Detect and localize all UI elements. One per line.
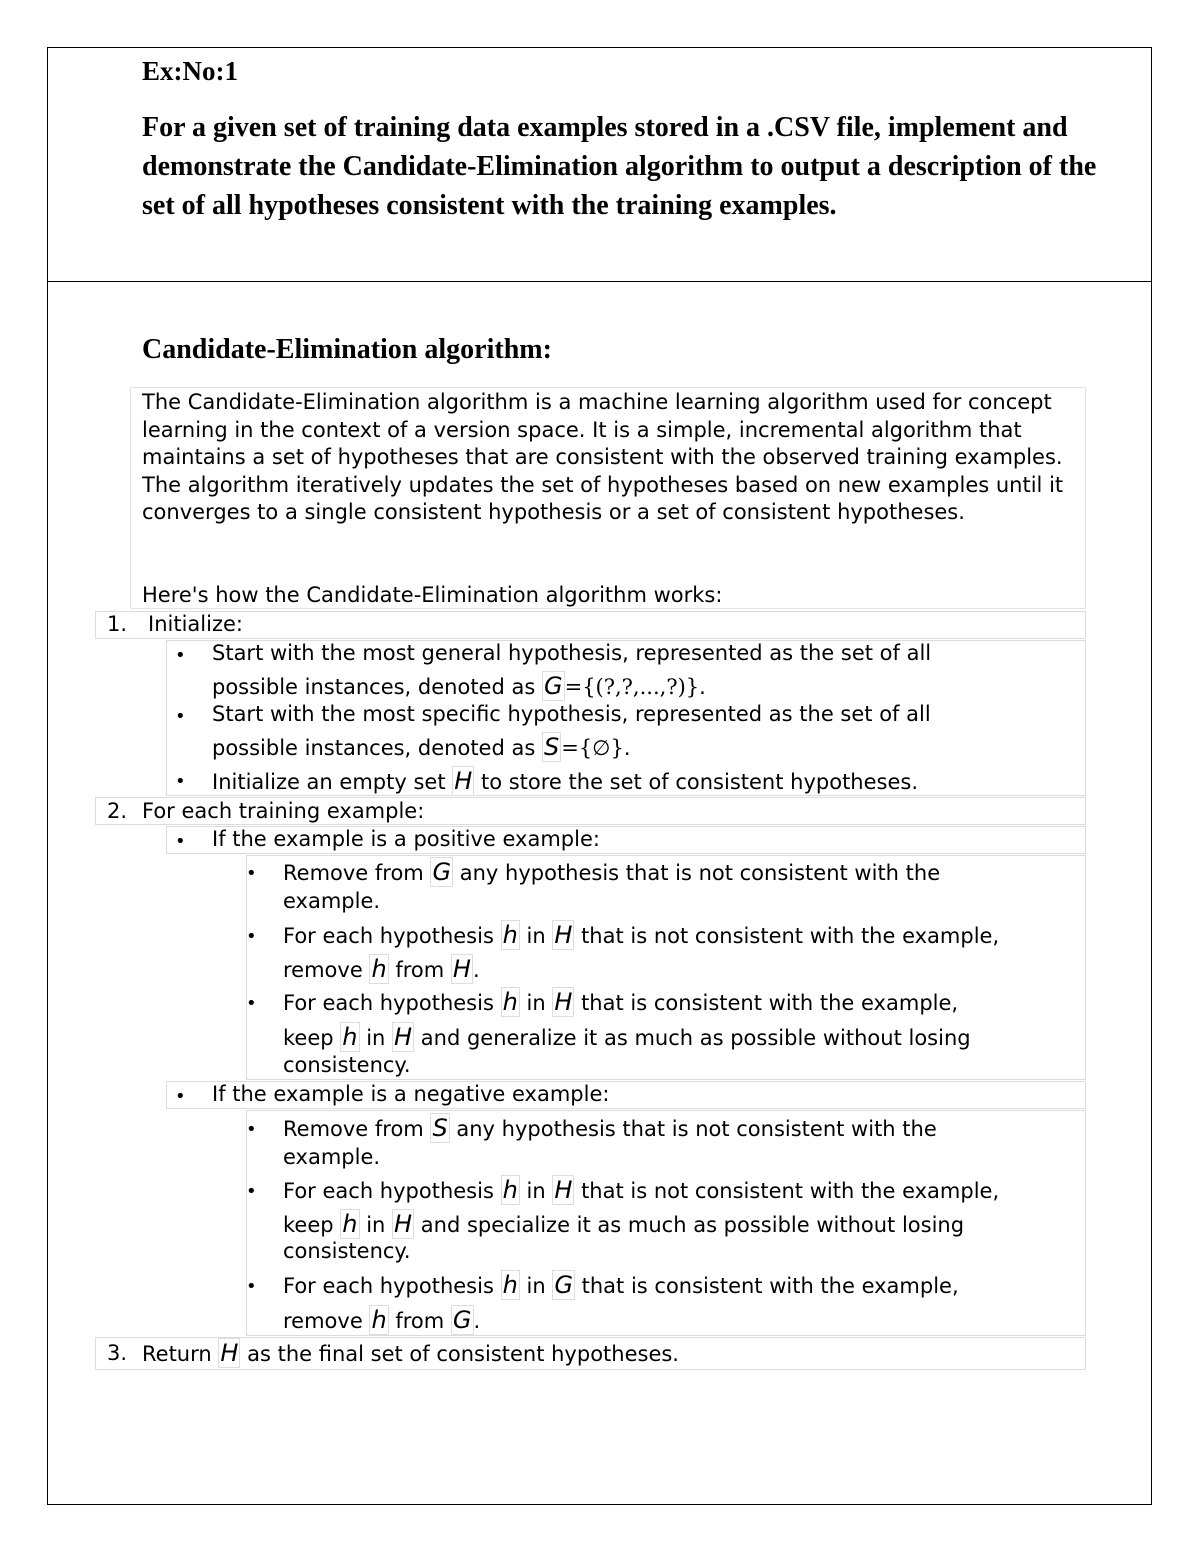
pos-rule-3-line-2 <box>283 1023 971 1051</box>
text: from <box>395 958 445 982</box>
text: in <box>526 1179 546 1203</box>
init-empty-text-a: Initialize an empty set <box>212 770 446 794</box>
text: any hypothesis that is not consistent with the <box>459 861 941 885</box>
math-var: G <box>554 1271 573 1299</box>
text: in <box>526 924 546 948</box>
math-general-set: ={(?,?,...,?)} <box>564 675 700 699</box>
step-3-number: 3. <box>107 1341 128 1365</box>
intro-paragraph: The Candidate-Elimination algorithm is a machine learning algorithm used for concept learning in the context of a version space. It is a simple, incremental algorithm that maintains a set of hypotheses that are consistent with the observed training examples. The algorithm iteratively updates the set of hypotheses based on new examples until it converges to a single consistent hypothesis or a set of consistent hypotheses. <box>142 390 1064 524</box>
neg-rule-1-line-1 <box>283 1114 937 1142</box>
init-general-line-1: Start with the most general hypothesis, represented as the set of all <box>212 641 932 665</box>
text: Remove from <box>283 861 424 885</box>
math-var: h <box>371 955 387 983</box>
init-specific-line-2: possible instances, denoted as S={∅}. <box>212 733 631 761</box>
bullet-icon: • <box>246 1276 257 1297</box>
text: For each hypothesis <box>283 991 494 1015</box>
text: keep <box>283 1026 334 1050</box>
init-specific-line-1: Start with the most specific hypothesis, represented as the set of all <box>212 702 931 726</box>
bullet-icon: • <box>246 1119 257 1140</box>
bullet-icon: • <box>175 1086 186 1107</box>
section-heading: Candidate-Elimination algorithm: <box>142 334 552 365</box>
text: that is consistent with the example, <box>581 1274 959 1298</box>
pos-rule-1-line-2: example. <box>283 889 381 913</box>
pos-rule-2-line-2: remove h from H. <box>283 955 480 983</box>
math-var: G <box>432 858 452 886</box>
text: in <box>366 1026 386 1050</box>
text: For each hypothesis <box>283 1179 494 1203</box>
math-var: H <box>452 955 471 983</box>
step-1-box <box>95 611 1086 639</box>
math-var: h <box>502 1271 518 1299</box>
neg-rule-2-line-3: consistency. <box>283 1239 411 1263</box>
math-var: h <box>502 921 518 949</box>
neg-rule-1-line-2: example. <box>283 1145 381 1169</box>
text: remove <box>283 958 363 982</box>
neg-rule-3-line-2: remove h from G. <box>283 1306 481 1334</box>
neg-rule-2-line-2 <box>283 1210 964 1238</box>
header-divider <box>47 281 1152 282</box>
task-statement: For a given set of training data examples stored in a .CSV file, implement and demonstrate the Candidate-Elimination algorithm to output a description of the set of all hypotheses consistent with the training examples. <box>142 112 1097 221</box>
init-empty-set-line <box>212 767 918 795</box>
math-specific-set: ={∅} <box>561 736 624 760</box>
math-var: H <box>220 1339 239 1367</box>
text: For each hypothesis <box>283 924 494 948</box>
text: Return <box>142 1342 212 1366</box>
math-var: H <box>554 1176 573 1204</box>
text: keep <box>283 1213 334 1237</box>
step-3-line <box>142 1339 679 1367</box>
text: and generalize it as much as possible without losing <box>420 1026 971 1050</box>
bullet-icon: • <box>246 993 257 1014</box>
text: as the final set of consistent hypotheses. <box>247 1342 679 1366</box>
step-1-label: Initialize: <box>148 612 243 636</box>
text: that is consistent with the example, <box>581 991 959 1015</box>
bullet-icon: • <box>175 831 186 852</box>
pos-rule-3-line-3: consistency. <box>283 1053 411 1077</box>
init-empty-text-b: to store the set of consistent hypotheses. <box>480 770 919 794</box>
math-var: h <box>371 1306 387 1334</box>
text: remove <box>283 1309 363 1333</box>
text: any hypothesis that is not consistent with the <box>456 1117 937 1141</box>
math-var: S <box>432 1114 448 1142</box>
text: in <box>366 1213 386 1237</box>
how-it-works-line: Here's how the Candidate-Elimination algorithm works: <box>142 583 723 607</box>
math-var: H <box>554 988 573 1016</box>
math-var: h <box>342 1210 358 1238</box>
math-var-g: G <box>543 672 563 700</box>
bullet-icon: • <box>246 926 257 947</box>
math-var-s: S <box>543 733 560 761</box>
step-2-label: For each training example: <box>142 799 425 823</box>
step-2-number: 2. <box>107 799 128 823</box>
init-general-text: possible instances, denoted as <box>212 675 536 699</box>
pos-rule-3-line-1 <box>283 988 958 1016</box>
math-var-h: H <box>454 767 473 795</box>
math-var: H <box>394 1210 413 1238</box>
init-general-line-2: possible instances, denoted as G={(?,?,...,?)}. <box>212 672 706 700</box>
math-var: G <box>452 1306 472 1334</box>
text: that is not consistent with the example, <box>581 1179 1000 1203</box>
text: and specialize it as much as possible without losing <box>420 1213 965 1237</box>
text: For each hypothesis <box>283 1274 494 1298</box>
text: in <box>526 991 546 1015</box>
neg-rule-3-line-1 <box>283 1271 959 1299</box>
math-var: h <box>342 1023 358 1051</box>
math-var: H <box>394 1023 413 1051</box>
text: Remove from <box>283 1117 424 1141</box>
bullet-icon: • <box>246 863 257 884</box>
text: in <box>526 1274 546 1298</box>
positive-example-label: If the example is a positive example: <box>212 827 600 851</box>
bullet-icon: • <box>175 771 186 792</box>
pos-rule-2-line-1 <box>283 921 999 949</box>
neg-rule-2-line-1 <box>283 1176 999 1204</box>
math-var: h <box>502 988 518 1016</box>
negative-example-label: If the example is a negative example: <box>212 1082 610 1106</box>
init-specific-text: possible instances, denoted as <box>212 736 536 760</box>
pos-rule-1-line-1 <box>283 858 940 886</box>
text: that is not consistent with the example, <box>581 924 1000 948</box>
bullet-icon: • <box>175 645 186 666</box>
math-var: h <box>502 1176 518 1204</box>
bullet-icon: • <box>246 1181 257 1202</box>
exercise-number: Ex:No:1 <box>142 56 238 86</box>
math-var: H <box>554 921 573 949</box>
text: from <box>395 1309 445 1333</box>
bullet-icon: • <box>175 706 186 727</box>
step-1-number: 1. <box>107 612 128 636</box>
